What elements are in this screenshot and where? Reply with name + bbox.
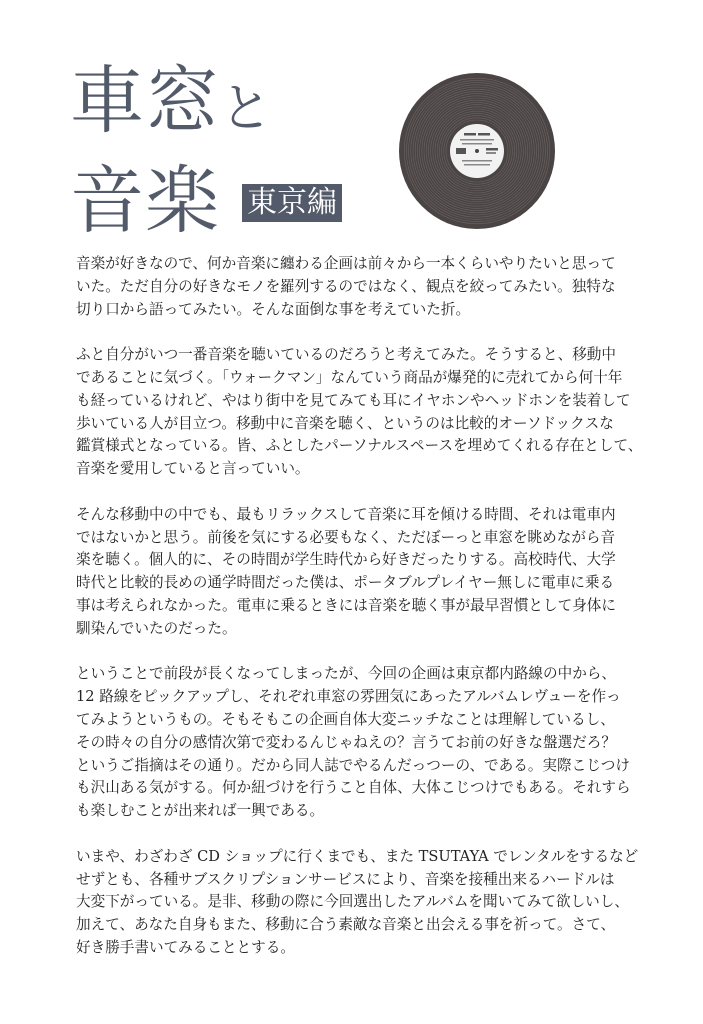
label-text-mark bbox=[478, 133, 490, 136]
record-spindle-hole bbox=[475, 149, 479, 153]
title-word-ongaku: 音楽 bbox=[70, 158, 220, 244]
paragraph-line: その時々の自分の感情次第で変わるんじゃねえの？言うてお前の好きな盤選だろ？ bbox=[76, 733, 616, 751]
paragraph-line: いた。ただ自分の好きなモノを羅列するのではなく、観点を絞ってみたい。独特な bbox=[76, 277, 616, 295]
vinyl-record-graphic bbox=[398, 72, 556, 230]
paragraph-line: 歩いている人が目立つ。移動中に音楽を聴く、というのは比較的オーソドックスな bbox=[76, 414, 614, 432]
page-title bbox=[70, 58, 390, 244]
label-text-mark bbox=[486, 148, 498, 151]
paragraph-line: 事は考えられなかった。電車に乗るときには音楽を聴く事が最早習慣として身体に bbox=[76, 596, 616, 614]
label-text-mark bbox=[464, 164, 490, 166]
paragraph-line: であることに気づく。「ウォークマン」なんていう商品が爆発的に売れてから何十年 bbox=[76, 368, 623, 386]
paragraph bbox=[76, 846, 656, 960]
paragraph-line: 時代と比較的長めの通学時間だった僕は、ポータブルプレイヤー無しに電車に乗る bbox=[76, 574, 615, 592]
paragraph bbox=[76, 344, 656, 481]
paragraph-line: 加えて、あなた自身もまた、移動に合う素敵な音楽と出会える事を祈って。さて、 bbox=[76, 916, 616, 934]
subtitle-badge: 東京編 bbox=[242, 184, 342, 222]
paragraph-line: 馴染んでいたのだった。 bbox=[76, 619, 237, 637]
paragraph-line: も楽しむことが出来れば一興である。 bbox=[76, 802, 325, 820]
label-text-mark bbox=[486, 152, 496, 154]
label-logo-mark bbox=[456, 148, 466, 154]
title-line-1 bbox=[70, 58, 274, 146]
paragraph-line: ではないかと思う。前後を気にする必要もなく、ただぼーっと車窓を眺めながら音 bbox=[76, 528, 616, 546]
paragraph-line: 音楽が好きなので、何か音楽に纏わる企画は前々から一本くらいやりたいと思って bbox=[76, 255, 616, 272]
label-text-mark bbox=[460, 139, 494, 141]
paragraph-line: そんな移動中の中でも、最もリラックスして音楽に耳を傾ける時間、それは電車内 bbox=[76, 505, 616, 523]
title-word-shasou: 車窓 bbox=[70, 58, 220, 144]
paragraph-line: 大変下がっている。是非、移動の際に今回選出したアルバムを聞いてみて欲しいし、 bbox=[76, 893, 629, 911]
paragraph-line: 楽を聴く。個人的に、その時間が学生時代から好きだったりする。高校時代、大学 bbox=[76, 551, 616, 569]
label-text-mark bbox=[464, 133, 476, 136]
paragraph-line: 12 路線をピックアップし、それぞれ車窓の雰囲気にあったアルバムレヴューを作っ bbox=[76, 688, 621, 706]
article-body bbox=[76, 253, 656, 983]
paragraph-line: も経っているけれど、やはり街中を見てみても耳にイヤホンやヘッドホンを装着して bbox=[76, 391, 631, 409]
title-particle-to: と bbox=[220, 79, 274, 139]
label-text-mark bbox=[462, 143, 492, 145]
label-text-mark bbox=[462, 160, 492, 162]
paragraph-line: ということで前段が長くなってしまったが、今回の企画は東京都内路線の中から、 bbox=[76, 665, 616, 683]
paragraph-line: 好き勝手書いてみることとする。 bbox=[76, 938, 295, 956]
paragraph-line: てみようというもの。そもそもこの企画自体大変ニッチなことは理解しているし、 bbox=[76, 710, 615, 728]
paragraph bbox=[76, 663, 656, 823]
paragraph-line: いまや、わざわざ CD ショップに行くまでも、また TSUTAYA でレンタルをするなど bbox=[76, 847, 639, 865]
paragraph-line: というご指摘はその通り。だから同人誌でやるんだっつーの、である。実際こじつけ bbox=[76, 756, 630, 774]
paragraph-line: 切り口から語ってみたい。そんな面倒な事を考えていた折。 bbox=[76, 300, 471, 318]
vinyl-record-icon bbox=[398, 72, 556, 230]
paragraph bbox=[76, 253, 656, 321]
paragraph-line: も沢山ある気がする。何か紐づけを行うこと自体、大体こじつけでもある。それすら bbox=[76, 779, 631, 797]
paragraph bbox=[76, 504, 656, 641]
paragraph-line: ふと自分がいつ一番音楽を聴いているのだろうと考えてみた。そうすると、移動中 bbox=[76, 346, 616, 364]
paragraph-line: 音楽を愛用していると言っていい。 bbox=[76, 460, 310, 478]
title-line-2 bbox=[70, 158, 220, 244]
paragraph-line: 鑑賞様式となっている。皆、ふとしたパーソナルスペースを埋めてくれる存在として、 bbox=[76, 437, 643, 455]
paragraph-line: せずとも、各種サブスクリプションサービスにより、音楽を接種出来るハードルは bbox=[76, 870, 615, 888]
